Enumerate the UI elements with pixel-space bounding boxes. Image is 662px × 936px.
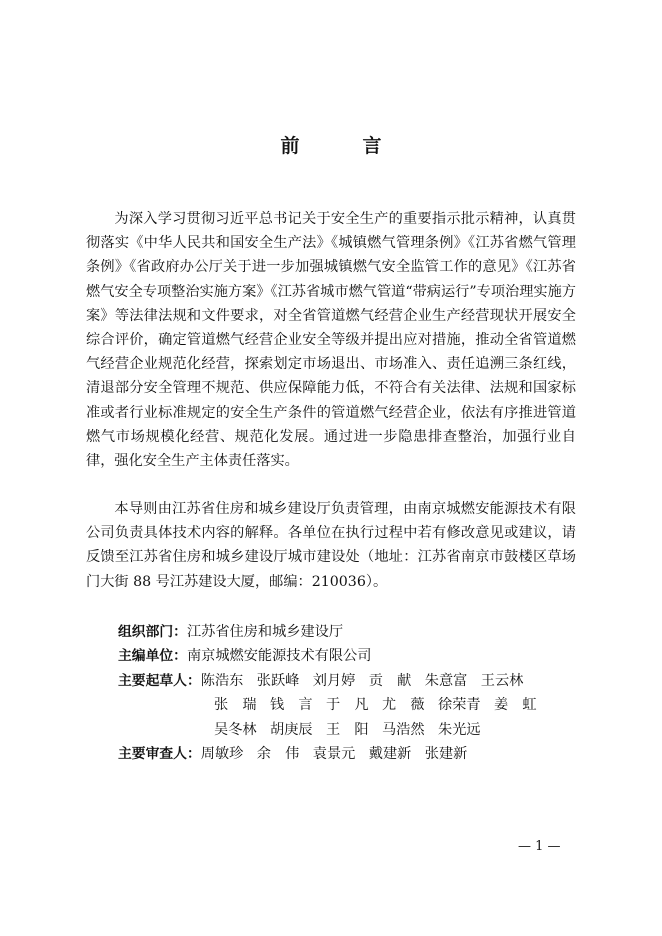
drafter-name: 刘月婷 (312, 672, 356, 689)
drafter-name: 吴冬林 (214, 721, 257, 738)
page-number: — 1 — (518, 839, 561, 854)
drafter-name: 张跃峰 (256, 672, 300, 689)
drafters-names-3 (214, 718, 494, 742)
foreword-paragraph-1: 为深入学习贯彻习近平总书记关于安全生产的重要指示批示精神，认真贯彻落实《中华人民共和国安全生产法》《城镇燃气管理条例》《江苏省燃气管理条例》《省政府办公厅关于进一步加强城镇燃气安全监管工作的意见》《江苏省燃气安全专项整治实施方案》《江苏省城市燃气管道“带病运行”专项治理实施方案》等法律法规和文件要求，对全省管道燃气经营企业生产经营现状开展安全综合评价，确定管道燃气经营企业安全等级并提出应对措施，推动全省管道燃气经营企业规范化经营，探索划定市场退出、市场准入、责任追溯三条红线，清退部分安全管理不规范、供应保障能力低，不符合有关法律、法规和国家标准或者行业标准规定的安全生产条件的管道燃气经营企业，依法有序推进管道燃气市场规模化经营、规范化发展。通过进一步隐患排查整治，加强行业自律，强化安全生产主体责任落实。 (86, 211, 576, 470)
drafter-name: 尤 薇 (382, 697, 425, 714)
drafter-name: 陈浩东 (200, 672, 244, 689)
drafter-name: 于 凡 (326, 697, 369, 714)
drafters-row-2 (118, 693, 550, 717)
drafters-row-3 (118, 718, 550, 742)
drafter-name: 马浩然 (382, 721, 425, 738)
foreword-paragraph-2: 本导则由江苏省住房和城乡建设厅负责管理，由南京城燃安能源技术有限公司负责具体技术内容的解释。各单位在执行过程中若有修改意见或建议，请反馈至江苏省住房和城乡建设厅城市建设处（地址：江苏省南京市鼓楼区草场门大街 88 号江苏建设大厦，邮编：210036）。 (86, 501, 576, 590)
drafter-name: 朱光远 (438, 721, 481, 738)
drafter-name: 姜 虹 (494, 697, 537, 714)
chief-editor-label: 主编单位： (118, 648, 187, 665)
drafter-name: 钱 言 (270, 697, 313, 714)
chief-editor-row (118, 644, 550, 668)
drafter-name: 张 瑞 (214, 697, 257, 714)
reviewer-name: 周敏珍 (200, 746, 244, 763)
drafters-names-2 (214, 693, 550, 717)
reviewer-name: 张建新 (424, 746, 468, 763)
drafter-name: 王云林 (480, 672, 524, 689)
reviewers-row (118, 742, 550, 766)
reviewers-label: 主要审查人： (118, 746, 201, 763)
organizer-value: 江苏省住房和城乡建设厅 (186, 624, 344, 640)
drafter-name: 朱意富 (424, 672, 468, 689)
reviewer-name: 袁景元 (312, 746, 356, 763)
drafter-name: 王 阳 (326, 721, 369, 738)
drafter-name: 胡庚辰 (270, 721, 313, 738)
drafters-row-1 (118, 669, 550, 693)
chief-editor-value: 南京城燃安能源技术有限公司 (186, 648, 372, 665)
reviewer-name: 戴建新 (368, 746, 412, 763)
page-title: 前 言 (280, 135, 404, 157)
organizer-row (118, 620, 550, 644)
reviewer-name: 余 伟 (256, 746, 300, 763)
drafter-name: 贡 献 (368, 672, 412, 689)
drafters-names-1 (201, 669, 537, 693)
drafter-name: 徐荣青 (438, 697, 481, 714)
credits-block (118, 620, 550, 766)
reviewers-names (201, 742, 481, 766)
organizer-label: 组织部门： (118, 624, 187, 640)
drafters-label: 主要起草人： (118, 672, 201, 689)
